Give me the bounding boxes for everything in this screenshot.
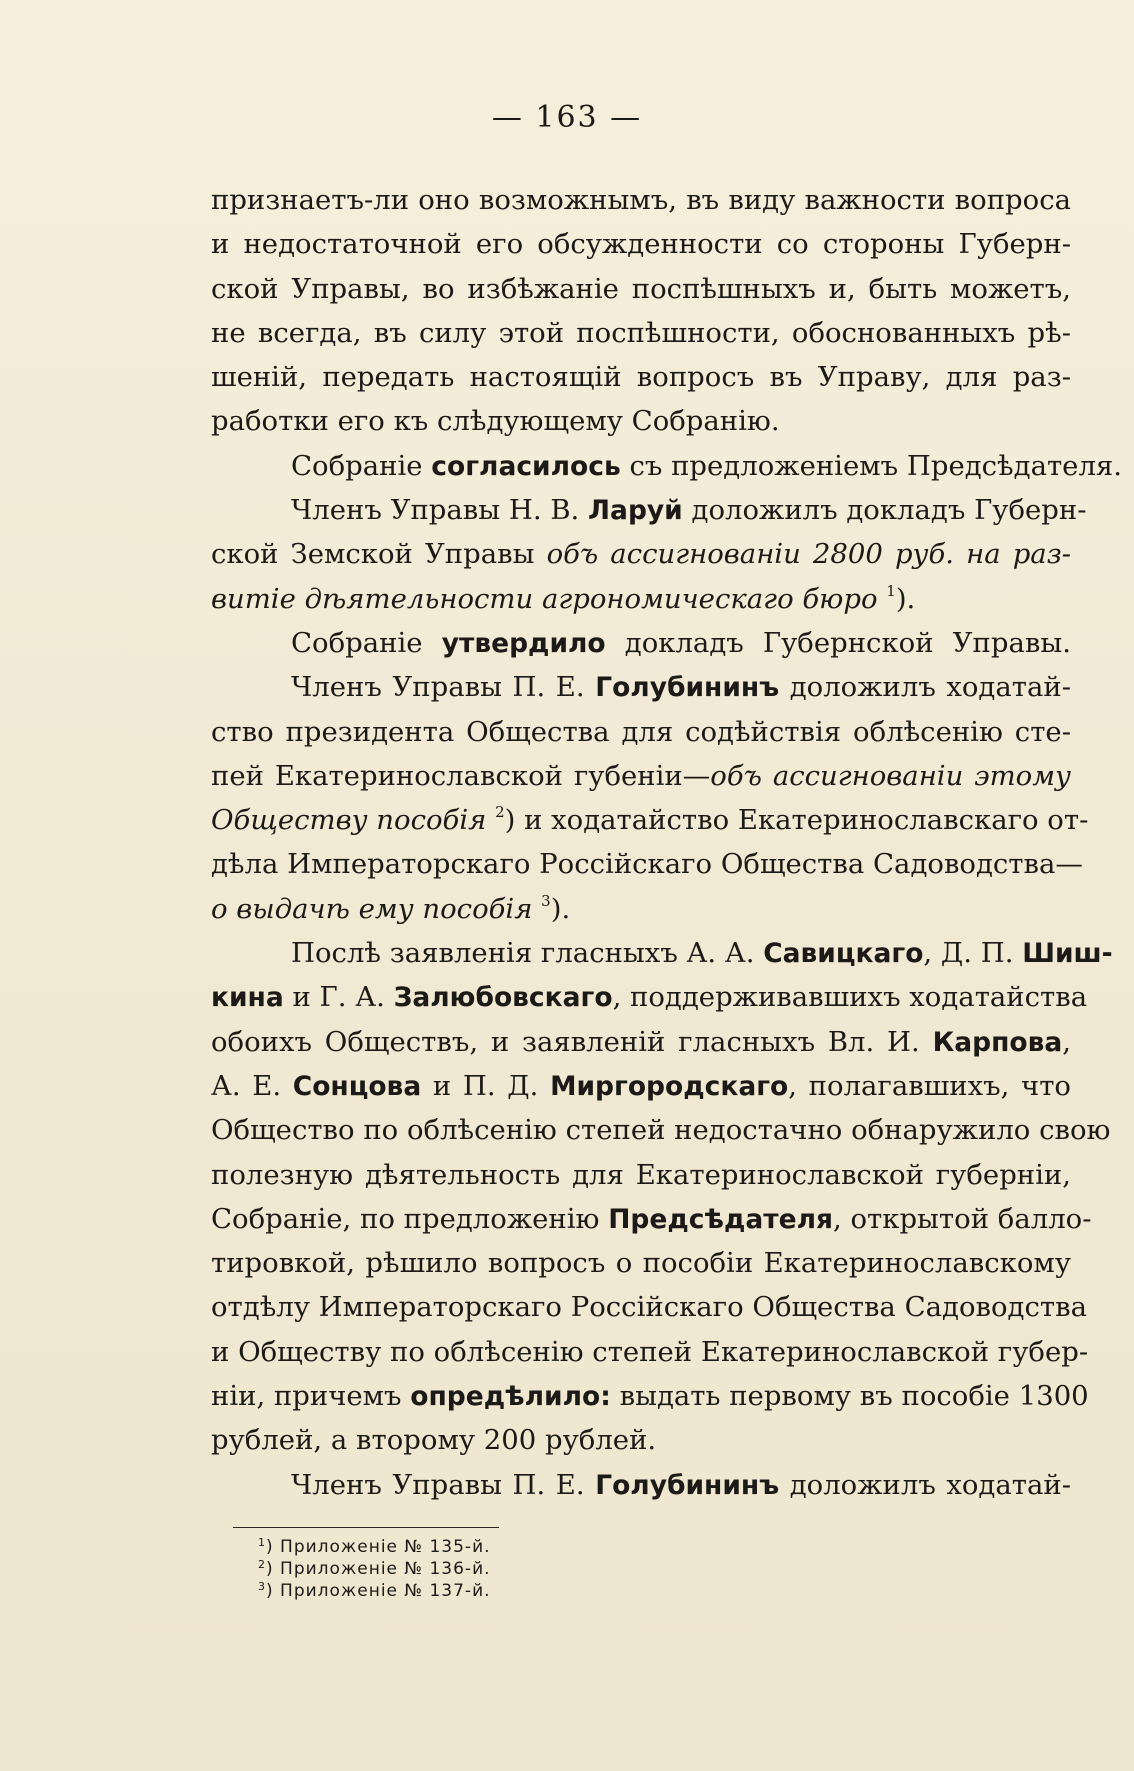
text-line: работки его къ слѣдующему Собранію. — [211, 405, 780, 438]
bold-run: Залюбовскаго — [393, 982, 613, 1014]
text-run: съ предложеніемъ Предсѣдателя. — [620, 449, 1123, 482]
text-run: Собраніе — [291, 626, 442, 659]
text-line — [211, 488, 1087, 532]
footnote-text: ) Приложеніе № 137-й. — [266, 1581, 491, 1601]
text-run: Членъ Управы П. Е. — [291, 671, 596, 704]
text-run: пей Екатеринославской губеніи— — [211, 759, 711, 792]
footnote-mark: 3 — [258, 1580, 266, 1593]
text-line: дѣла Императорскаго Россійскаго Общества Садоводства— — [211, 848, 1083, 881]
text-run: , поддерживавшихъ ходатайства — [612, 981, 1088, 1014]
text-run: , — [1062, 1025, 1071, 1058]
page-number: — 163 — — [491, 100, 643, 135]
text-run: и Г. А. — [283, 981, 394, 1014]
text-run: и П. Д. — [421, 1069, 551, 1102]
text-run: доложилъ ходатай- — [779, 671, 1071, 704]
text-run: ской Земской Управы — [211, 538, 547, 571]
text-run: докладъ Губернской Управы. — [605, 626, 1071, 659]
bold-run: согласилось — [431, 450, 621, 482]
text-run: Собраніе — [291, 449, 432, 482]
text-line — [211, 975, 1088, 1019]
text-line: шеній, передать настоящій вопросъ въ Управу, для раз- — [211, 361, 1071, 394]
text-line — [211, 1374, 1089, 1418]
text-line — [211, 1020, 1071, 1064]
text-run: Членъ Управы П. Е. — [291, 1468, 596, 1501]
footnote-ref: 1 — [886, 581, 896, 600]
italic-run: витіе дѣятельности агрономическаго бюро — [211, 582, 878, 615]
footnote-ref: 2 — [495, 803, 505, 822]
footnote-text: ) Приложеніе № 135-й. — [266, 1537, 491, 1557]
text-run: ) и ходатайство Екатеринославскаго от- — [504, 804, 1089, 837]
text-line — [211, 665, 1071, 709]
footnote-ref: 3 — [541, 891, 551, 910]
text-run: Послѣ заявленія гласныхъ А. А. — [291, 937, 764, 970]
text-line — [211, 754, 1071, 798]
text-line: признаетъ-ли оно возможнымъ, въ виду важности вопроса — [211, 184, 1071, 216]
text-line — [211, 444, 1123, 488]
footnotes — [258, 1536, 491, 1602]
text-line — [211, 887, 1071, 931]
text-line: Общество по облѣсенію степей недостачно обнаружило свою — [211, 1114, 1111, 1147]
bold-run: Голубининъ — [595, 672, 780, 704]
main-text — [211, 178, 1123, 1507]
footnote-mark: 2 — [258, 1558, 266, 1571]
bold-run: утвердило — [441, 627, 606, 659]
text-line — [211, 577, 1071, 621]
bold-run: Миргородскаго — [550, 1070, 789, 1102]
footnote-text: ) Приложеніе № 136-й. — [266, 1559, 491, 1579]
text-run: Собраніе, по предложенію — [211, 1202, 609, 1235]
bold-run: Сонцова — [292, 1070, 422, 1102]
bold-run: Ларуй — [588, 495, 683, 527]
text-line: отдѣлу Императорскаго Россійскаго Общества Садоводства — [211, 1291, 1087, 1324]
bold-run: Савицкаго — [763, 938, 924, 970]
bold-run: кина — [211, 982, 284, 1014]
bold-run: Карпова — [932, 1026, 1063, 1058]
text-line: полезную дѣятельность для Екатеринославской губерніи, — [211, 1158, 1071, 1191]
text-run: ніи, причемъ — [211, 1380, 411, 1413]
text-run: А. Е. — [211, 1069, 293, 1102]
text-line — [211, 1064, 1071, 1108]
text-line — [211, 798, 1089, 842]
text-run: , Д. П. — [923, 937, 1023, 970]
italic-run: о выдачѣ ему пособія — [211, 892, 533, 925]
footnote — [258, 1558, 491, 1580]
text-line: и Обществу по облѣсенію степей Екатеринославской губер- — [211, 1335, 1089, 1368]
text-line: ской Управы, во избѣжаніе поспѣшныхъ и, быть можетъ, — [211, 272, 1071, 305]
text-line — [211, 1463, 1071, 1507]
bold-run: Голубининъ — [595, 1469, 780, 1501]
footnote-divider — [233, 1527, 499, 1528]
bold-run: Шиш- — [1022, 938, 1113, 970]
text-run: ). — [895, 582, 916, 615]
footnote-mark: 1 — [258, 1536, 266, 1549]
text-run: , открытой балло- — [833, 1202, 1092, 1235]
text-line — [211, 532, 1071, 576]
text-line: ство президента Общества для содѣйствія облѣсенію сте- — [211, 715, 1071, 748]
footnote — [258, 1580, 491, 1602]
bold-run: Предсѣдателя — [608, 1203, 833, 1235]
text-run: выдать первому въ пособіе 1300 — [610, 1380, 1089, 1413]
bold-run: опредѣлило: — [410, 1381, 611, 1413]
text-run: доложилъ ходатай- — [779, 1468, 1071, 1501]
text-line: не всегда, въ силу этой поспѣшности, обоснованныхъ рѣ- — [211, 316, 1071, 349]
italic-run: Обществу пособія — [211, 804, 487, 837]
text-run: доложилъ докладъ Губерн- — [682, 494, 1087, 527]
text-run: Членъ Управы Н. В. — [291, 494, 589, 527]
text-run: обоихъ Обществъ, и заявленій гласныхъ Вл. И. — [211, 1025, 933, 1058]
text-line — [211, 621, 1071, 665]
italic-run: объ ассигнованіи этому — [710, 759, 1071, 792]
text-line — [211, 1197, 1092, 1241]
italic-run: объ ассигнованіи 2800 руб. на раз- — [546, 538, 1071, 571]
footnote — [258, 1536, 491, 1558]
text-line — [211, 931, 1113, 975]
text-run: , полагавшихъ, что — [788, 1069, 1071, 1102]
text-line: и недостаточной его обсужденности со стороны Губерн- — [211, 228, 1071, 261]
text-line: тировкой, рѣшило вопросъ о пособіи Екатеринославскому — [211, 1247, 1071, 1280]
text-line: рублей, а второму 200 рублей. — [211, 1424, 657, 1457]
text-run: ). — [550, 892, 571, 925]
